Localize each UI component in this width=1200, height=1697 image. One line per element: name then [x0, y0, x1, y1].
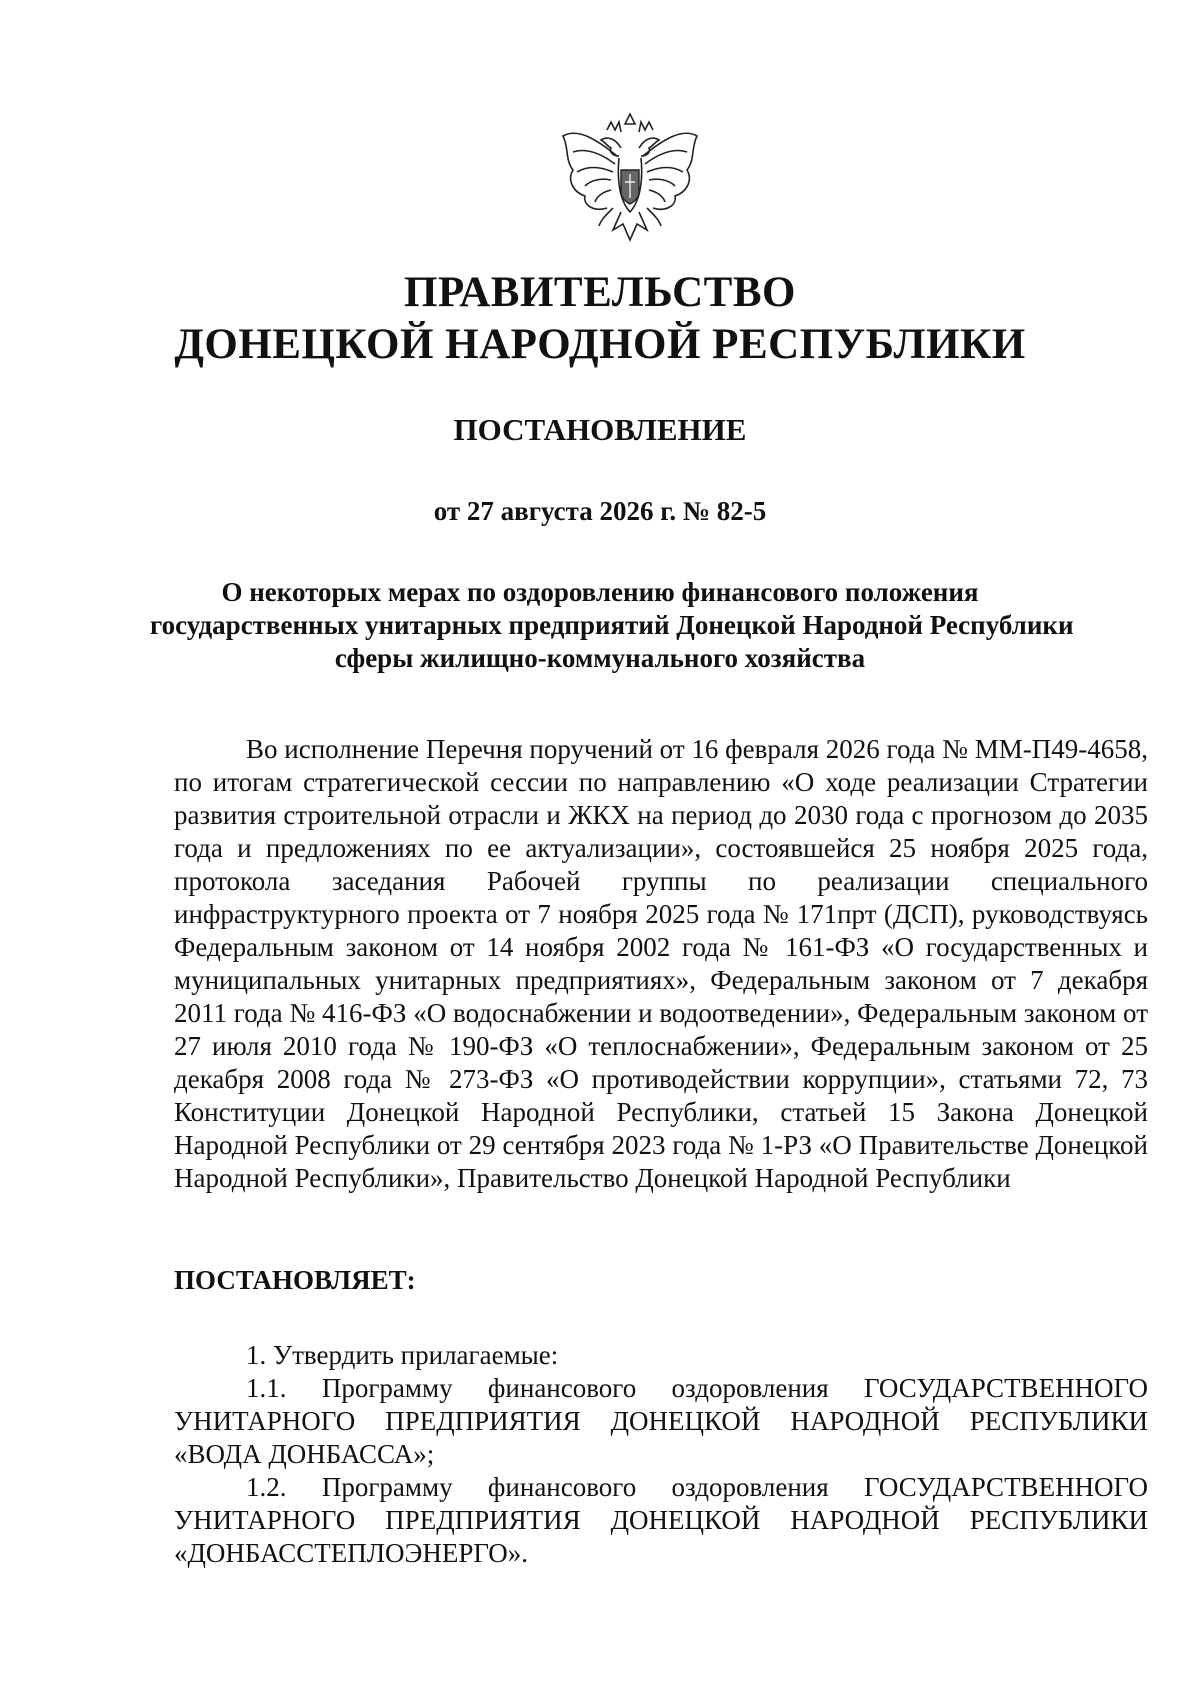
decrees-label: ПОСТАНОВЛЯЕТ: [174, 1265, 416, 1295]
government-title-line1: ПРАВИТЕЛЬСТВО [404, 269, 796, 316]
double-headed-eagle-icon [555, 108, 705, 253]
subject-line: сферы жилищно-коммунального хозяйства [334, 643, 866, 673]
decree-items [174, 1339, 1148, 1570]
document-date-number: от 27 августа 2026 г. № 82-5 [433, 496, 767, 526]
document-subject [150, 576, 1074, 675]
subject-line: государственных унитарных предприятий Донецкой Народной Республики [150, 610, 1074, 640]
subject-line: О некоторых мерах по оздоровлению финансового положения [221, 577, 979, 607]
coat-of-arms-emblem [555, 108, 705, 253]
decree-item: 1.2. Программу финансового оздоровления ГОСУДАРСТВЕННОГО УНИТАРНОГО ПРЕДПРИЯТИЯ ДОНЕЦКОЙ НАРОДНОЙ РЕСПУБЛИКИ «ДОНБАССТЕПЛОЭНЕРГО». [174, 1472, 1148, 1568]
document-type: ПОСТАНОВЛЕНИЕ [453, 412, 747, 447]
decree-item: 1.1. Программу финансового оздоровления ГОСУДАРСТВЕННОГО УНИТАРНОГО ПРЕДПРИЯТИЯ ДОНЕЦКОЙ НАРОДНОЙ РЕСПУБЛИКИ «ВОДА ДОНБАССА»; [174, 1373, 1148, 1469]
preamble-paragraph: Во исполнение Перечня поручений от 16 февраля 2026 года № ММ-П49-4658, по итогам стратегической сессии по направлению «О ходе реализации Стратегии развития строительной отрасли и ЖКХ на период до 2030 года с прогнозом до 2035 года и предложениях по ее актуализации», состоявшейся 25 ноября 2025 года, протокола заседания Рабочей группы по реализации специального инфраструктурного проекта от 7 ноября 2025 года № 171прт (ДСП), руководствуясь Федеральным законом от 14 ноября 2002 года № 161-ФЗ «О государственных и муниципальных унитарных предприятиях», Федеральным законом от 7 декабря 2011 года № 416-ФЗ «О водоснабжении и водоотведении», Федеральным законом от 27 июля 2010 года № 190-ФЗ «О теплоснабжении», Федеральным законом от 25 декабря 2008 года № 273-ФЗ «О противодействии коррупции», статьями 72, 73 Конституции Донецкой Народной Республики, статьей 15 Закона Донецкой Народной Республики от 29 сентября 2023 года № 1-РЗ «О Правительстве Донецкой Народной Республики», Правительство Донецкой Народной Республики [174, 734, 1148, 1193]
decree-item: 1. Утвердить прилагаемые: [246, 1340, 559, 1370]
government-title-line2: ДОНЕЦКОЙ НАРОДНОЙ РЕСПУБЛИКИ [174, 321, 1026, 368]
